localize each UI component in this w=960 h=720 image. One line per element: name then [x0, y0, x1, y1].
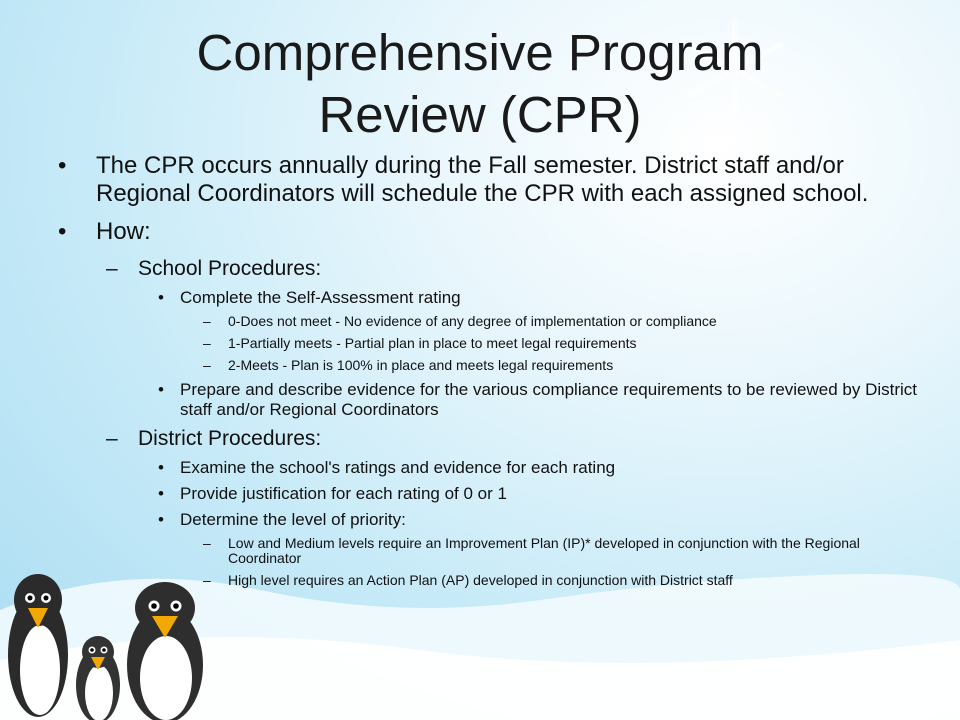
- title-line-2: Review (CPR): [318, 86, 642, 143]
- priority-high: – High level requires an Action Plan (AP) developed in conjunction with District staff: [203, 572, 733, 588]
- bullet-how: • How:: [58, 218, 151, 245]
- rating-1: – 1-Partially meets - Partial plan in place to meet legal requirements: [203, 335, 637, 351]
- priority-low-medium: – Low and Medium levels require an Improvement Plan (IP)* developed in conjunction with the Regional Coordinator: [203, 535, 860, 566]
- penguin-icon: [127, 582, 203, 720]
- rating-0: – 0-Does not meet - No evidence of any degree of implementation or compliance: [203, 313, 717, 329]
- district-item-examine: • Examine the school's ratings and evidence for each rating: [158, 458, 616, 477]
- bullet-cpr-overview: • The CPR occurs annually during the Fall semester. District staff and/or Regional Coordinators will schedule the CPR with each assigned school.: [58, 152, 869, 207]
- penguin-icon: [76, 636, 120, 720]
- penguin-icon: [8, 574, 68, 717]
- school-item-self-assessment: • Complete the Self-Assessment rating: [158, 288, 461, 307]
- school-item-evidence: • Prepare and describe evidence for the various compliance requirements to be reviewed by District staff and/or Regional Coordinators: [158, 380, 918, 419]
- district-item-priority: • Determine the level of priority:: [158, 510, 406, 529]
- slide-title: [60, 22, 900, 146]
- title-line-1: Comprehensive Program: [196, 24, 764, 81]
- rating-2: – 2-Meets - Plan is 100% in place and meets legal requirements: [203, 357, 614, 373]
- district-item-justification: • Provide justification for each rating of 0 or 1: [158, 484, 507, 503]
- school-procedures-heading: – School Procedures:: [106, 257, 322, 280]
- district-procedures-heading: – District Procedures:: [106, 427, 322, 450]
- slide-body: [58, 152, 918, 595]
